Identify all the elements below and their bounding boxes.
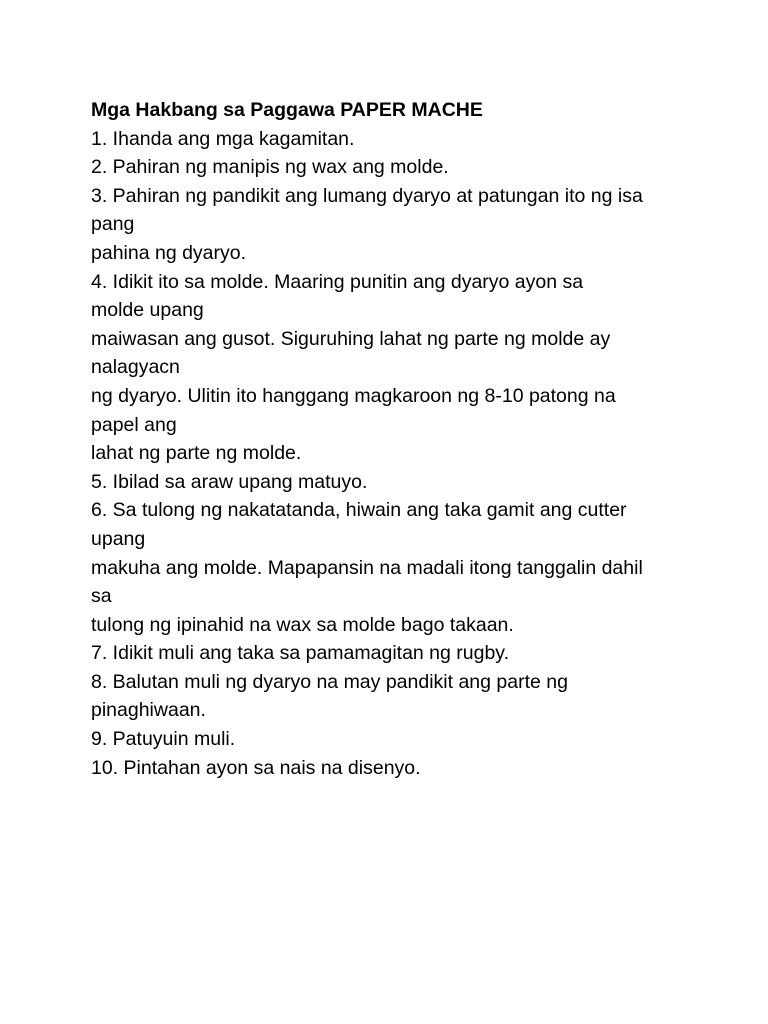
text-line: 4. Idikit ito sa molde. Maaring punitin ang dyaryo ayon sa (91, 270, 584, 293)
text-line: molde upang (91, 299, 204, 322)
text-line: 2. Pahiran ng manipis ng wax ang molde. (91, 156, 449, 179)
text-line: lahat ng parte ng molde. (91, 442, 302, 465)
text-line: nalagyacn (91, 356, 180, 379)
text-line: maiwasan ang gusot. Siguruhing lahat ng parte ng molde ay (91, 327, 611, 350)
text-line: makuha ang molde. Mapapansin na madali itong tanggalin dahil (91, 556, 643, 579)
text-line: 9. Patuyuin muli. (91, 728, 236, 751)
text-line: 5. Ibilad sa araw upang matuyo. (91, 470, 368, 493)
text-line: pinaghiwaan. (91, 699, 206, 722)
text-line: tulong ng ipinahid na wax sa molde bago takaan. (91, 613, 514, 636)
document-title: Mga Hakbang sa Paggawa PAPER MACHE (91, 99, 483, 121)
text-line: sa (91, 585, 112, 608)
text-line: pahina ng dyaryo. (91, 241, 247, 264)
text-line: 6. Sa tulong ng nakatatanda, hiwain ang taka gamit ang cutter (91, 499, 627, 522)
text-line: 7. Idikit muli ang taka sa pamamagitan ng rugby. (91, 642, 510, 665)
document-body (91, 96, 711, 782)
text-line: papel ang (91, 413, 177, 436)
text-line: ng dyaryo. Ulitin ito hanggang magkaroon ng 8-10 patong na (91, 384, 616, 407)
text-line: upang (91, 527, 146, 550)
text-line: 3. Pahiran ng pandikit ang lumang dyaryo at patungan ito ng isa (91, 184, 643, 207)
text-line: 8. Balutan muli ng dyaryo na may pandikit ang parte ng (91, 670, 568, 693)
text-line: pang (91, 213, 135, 236)
text-line: 1. Ihanda ang mga kagamitan. (91, 127, 355, 150)
text-line: 10. Pintahan ayon sa nais na disenyo. (91, 756, 421, 779)
